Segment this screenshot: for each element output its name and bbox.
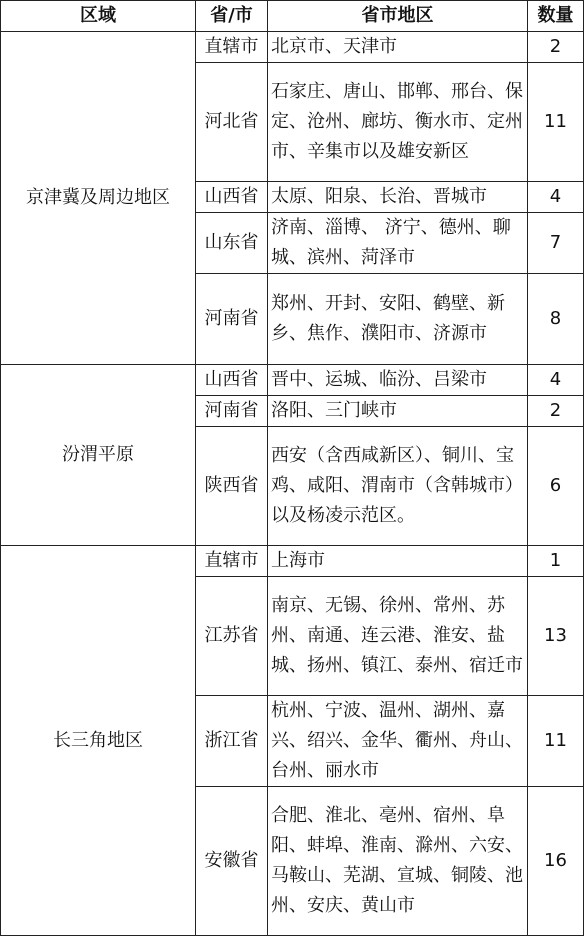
areas-cell: 济南、淄博、 济宁、德州、聊城、滨州、菏泽市 — [268, 213, 528, 274]
table-row — [1, 32, 584, 63]
header-province: 省/市 — [196, 1, 268, 32]
count-cell: 13 — [528, 577, 584, 696]
count-cell: 7 — [528, 213, 584, 274]
count-cell: 8 — [528, 274, 584, 365]
table-row — [1, 546, 584, 577]
count-cell: 11 — [528, 696, 584, 787]
count-cell: 1 — [528, 546, 584, 577]
region-name: 长三角地区 — [1, 546, 196, 936]
areas-cell: 石家庄、唐山、邯郸、邢台、保定、沧州、廊坊、衡水市、定州市、辛集市以及雄安新区 — [268, 63, 528, 182]
header-row — [1, 1, 584, 32]
province-cell: 山西省 — [196, 365, 268, 396]
province-cell: 山西省 — [196, 182, 268, 213]
count-cell: 16 — [528, 787, 584, 936]
province-cell: 河南省 — [196, 396, 268, 427]
areas-cell: 晋中、运城、临汾、吕梁市 — [268, 365, 528, 396]
areas-cell: 上海市 — [268, 546, 528, 577]
table-row — [1, 365, 584, 396]
areas-cell: 太原、阳泉、长治、晋城市 — [268, 182, 528, 213]
province-cell: 陕西省 — [196, 427, 268, 546]
header-areas: 省市地区 — [268, 1, 528, 32]
province-cell: 山东省 — [196, 213, 268, 274]
header-region: 区域 — [1, 1, 196, 32]
areas-cell: 合肥、淮北、亳州、宿州、阜阳、蚌埠、淮南、滁州、六安、马鞍山、芜湖、宣城、铜陵、池州、安庆、黄山市 — [268, 787, 528, 936]
count-cell: 11 — [528, 63, 584, 182]
region-name: 汾渭平原 — [1, 365, 196, 546]
header-count: 数量 — [528, 1, 584, 32]
areas-cell: 郑州、开封、安阳、鹤壁、新乡、焦作、濮阳市、济源市 — [268, 274, 528, 365]
count-cell: 6 — [528, 427, 584, 546]
count-cell: 4 — [528, 182, 584, 213]
province-cell: 直辖市 — [196, 546, 268, 577]
region-name: 京津冀及周边地区 — [1, 32, 196, 365]
areas-cell: 杭州、宁波、温州、湖州、嘉兴、绍兴、金华、衢州、舟山、台州、丽水市 — [268, 696, 528, 787]
count-cell: 4 — [528, 365, 584, 396]
areas-cell: 北京市、天津市 — [268, 32, 528, 63]
province-cell: 浙江省 — [196, 696, 268, 787]
areas-cell: 西安（含西咸新区）、铜川、宝鸡、咸阳、渭南市（含韩城市）以及杨凌示范区。 — [268, 427, 528, 546]
province-cell: 直辖市 — [196, 32, 268, 63]
count-cell: 2 — [528, 32, 584, 63]
province-cell: 安徽省 — [196, 787, 268, 936]
province-cell: 河北省 — [196, 63, 268, 182]
areas-cell: 洛阳、三门峡市 — [268, 396, 528, 427]
province-cell: 江苏省 — [196, 577, 268, 696]
province-cell: 河南省 — [196, 274, 268, 365]
areas-cell: 南京、无锡、徐州、常州、苏州、南通、连云港、淮安、盐城、扬州、镇江、泰州、宿迁市 — [268, 577, 528, 696]
count-cell: 2 — [528, 396, 584, 427]
